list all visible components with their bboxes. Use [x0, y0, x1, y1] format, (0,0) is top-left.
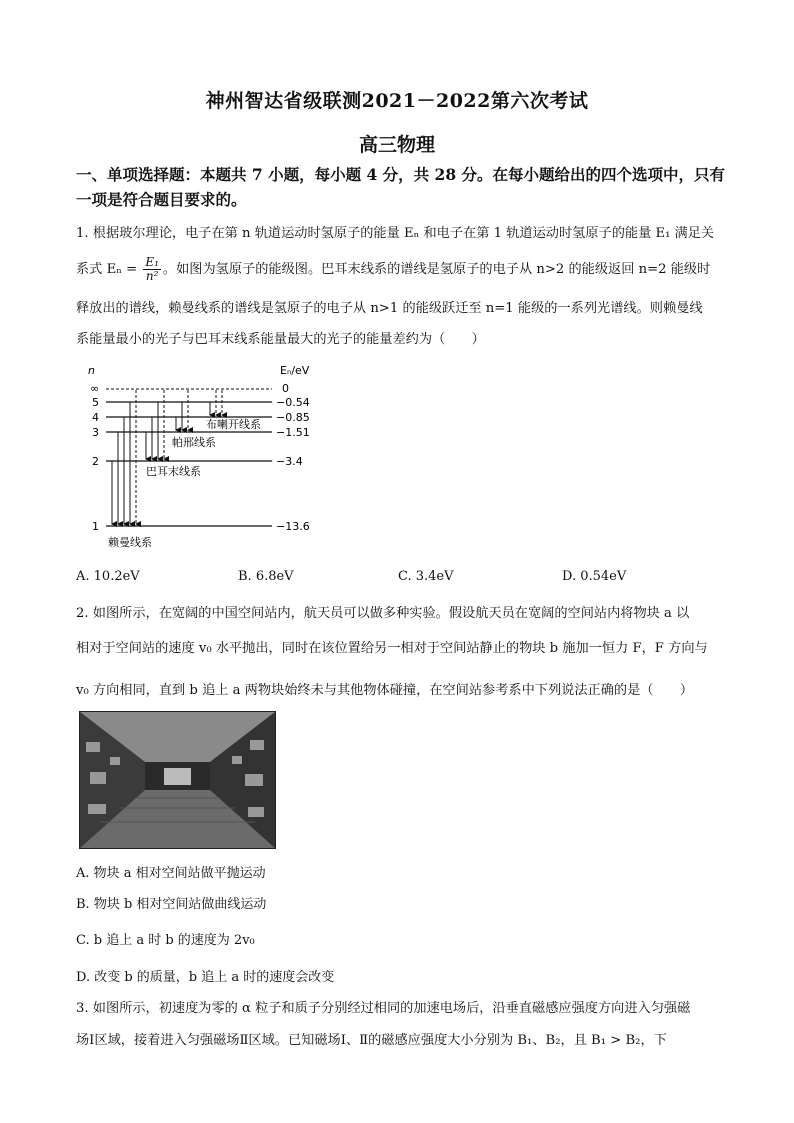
energy-level-diagram [84, 362, 344, 552]
lyman-series-arrows [112, 390, 136, 524]
level-e-1: −13.6 [276, 520, 310, 533]
level-e-3: −1.51 [276, 426, 310, 439]
space-station-photo [79, 711, 276, 849]
fraction-numerator: E₁ [145, 255, 159, 269]
exam-title: 神州智达省级联测2021－2022第六次考试 [205, 90, 589, 112]
q2-option-b[interactable]: B. 物块 b 相对空间站做曲线运动 [76, 897, 267, 912]
q1-option-a[interactable]: A. 10.2eV [76, 569, 140, 584]
q1-line-2 [76, 256, 736, 283]
level-n-3: 3 [92, 426, 99, 439]
series-label-lyman: 赖曼线系 [108, 536, 152, 549]
q2-option-a[interactable]: A. 物块 a 相对空间站做平抛运动 [76, 866, 266, 881]
q1-formula-prefix: 系式 Eₙ = [76, 262, 142, 277]
diagram-n-axis-label: n [88, 364, 95, 377]
q1-line-1: 1. 根据玻尔理论，电子在第 n 轨道运动时氢原子的能量 Eₙ 和电子在第 1 轨道运动时氢原子的能量 E₁ 满足关 [76, 226, 715, 241]
section-heading [76, 162, 736, 212]
q3-line-2: 场Ⅰ区域，接着进入匀强磁场Ⅱ区域。已知磁场Ⅰ、Ⅱ的磁感应强度大小分别为 B₁、B₂，且 B₁ > B₂，下 [76, 1033, 667, 1048]
level-n-2: 2 [92, 455, 99, 468]
subject-title: 高三物理 [358, 134, 435, 156]
level-e-2: −3.4 [276, 455, 303, 468]
level-n-4: 4 [92, 411, 99, 424]
q3-line-1: 3. 如图所示，初速度为零的 α 粒子和质子分别经过相同的加速电场后，沿垂直磁感应强度方向进入匀强磁 [76, 1001, 691, 1016]
level-e-4: −0.85 [276, 411, 310, 424]
q2-line-2: 相对于空间站的速度 v₀ 水平抛出，同时在该位置给另一相对于空间站静止的物块 b 施加一恒力 F，F 方向与 [76, 641, 708, 656]
q1-line-2-rest: 。如图为氢原子的能级图。巴耳末线系的谱线是氢原子的电子从 n>2 的能级返回 n=2 能级时 [162, 262, 711, 277]
q2-option-d[interactable]: D. 改变 b 的质量，b 追上 a 时的速度会改变 [76, 970, 335, 985]
q1-formula-fraction [143, 256, 161, 283]
section-line-2: 一项是符合题目要求的。 [76, 190, 247, 209]
level-n-5: 5 [92, 396, 99, 409]
q2-line-1: 2. 如图所示，在宽阔的中国空间站内，航天员可以做多种实验。假设航天员在宽阔的空间站内将物块 a 以 [76, 606, 690, 621]
balmer-series-arrows [146, 390, 164, 459]
level-n-1: 1 [92, 520, 99, 533]
q2-line-3: v₀ 方向相同，直到 b 追上 a 两物块始终未与其他物体碰撞，在空间站参考系中下列说法正确的是（ ） [76, 683, 694, 698]
q2-option-c[interactable]: C. b 追上 a 时 b 的速度为 2v₀ [76, 933, 255, 948]
q1-option-b[interactable]: B. 6.8eV [238, 569, 294, 584]
space-station-illustration [80, 712, 275, 848]
level-n-inf: ∞ [90, 382, 100, 395]
level-e-5: −0.54 [276, 396, 310, 409]
level-e-inf: 0 [282, 382, 289, 395]
q1-option-c[interactable]: C. 3.4eV [398, 569, 454, 584]
fraction-denominator: n² [145, 269, 159, 283]
section-line-1: 一、单项选择题：本题共 7 小题，每小题 4 分，共 28 分。在每小题给出的四个选项中，只有 [76, 165, 726, 184]
paschen-series-arrows [176, 390, 188, 430]
q1-line-3: 释放出的谱线，赖曼线系的谱线是氢原子的电子从 n>1 的能级跃迁至 n=1 能级的一系列光谱线。则赖曼线 [76, 301, 703, 316]
diagram-energy-axis-label: Eₙ/eV [280, 364, 310, 377]
q1-line-4: 系能量最小的光子与巴耳末线系能量最大的光子的能量差约为（ ） [76, 332, 485, 347]
series-label-balmer: 巴耳末线系 [146, 465, 201, 478]
q1-option-d[interactable]: D. 0.54eV [562, 569, 627, 584]
series-label-paschen: 帕邢线系 [172, 436, 216, 449]
series-label-brackett: 布喇开线系 [206, 418, 261, 431]
